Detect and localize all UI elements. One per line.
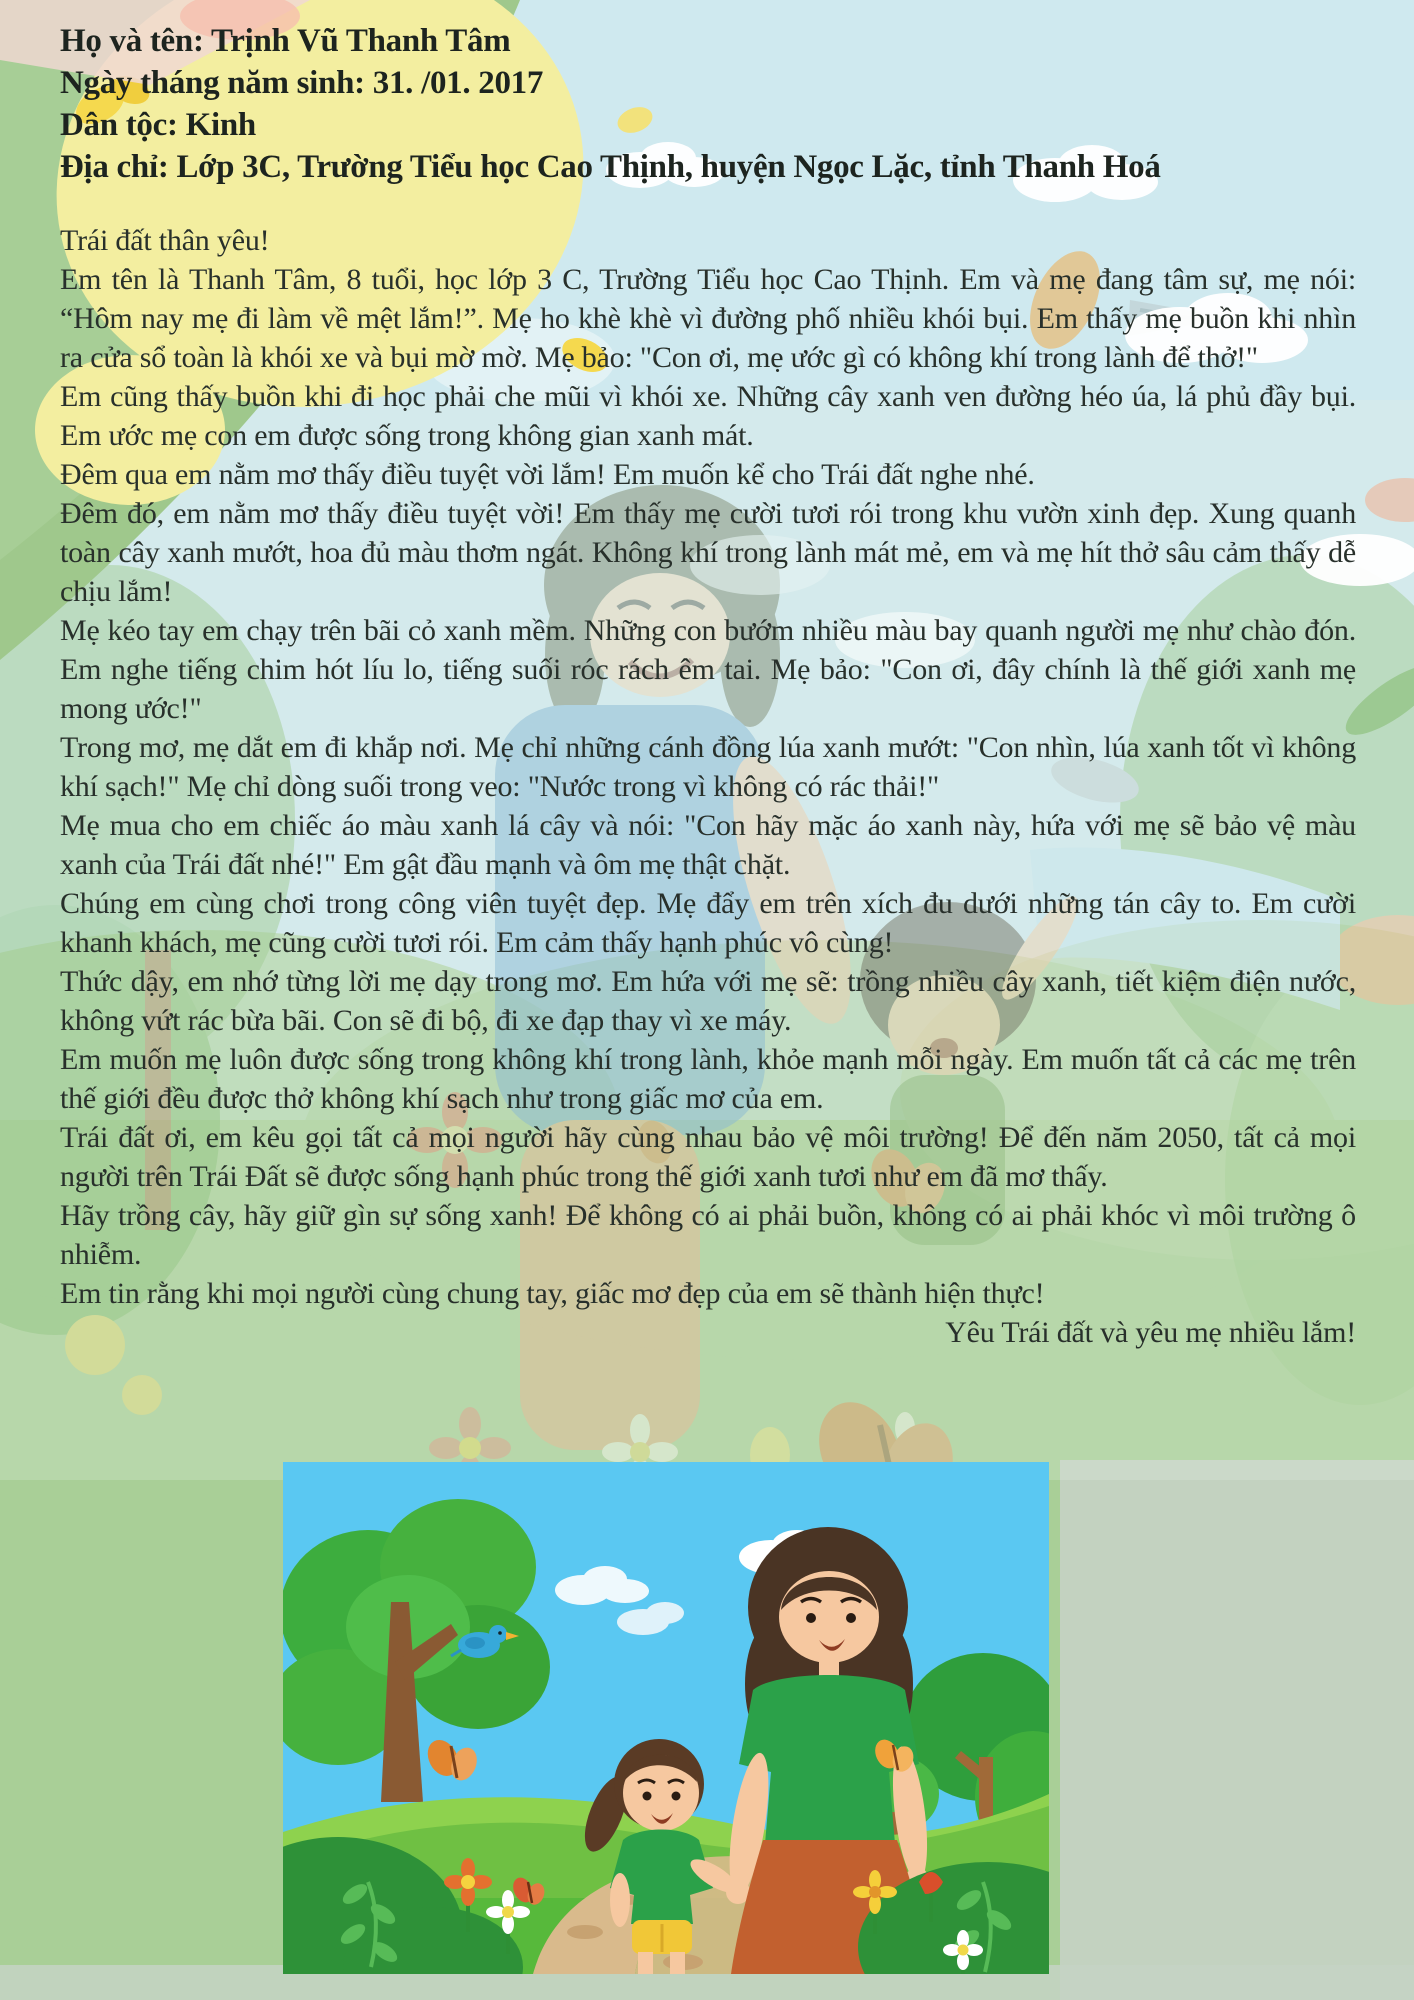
closing-line: Yêu Trái đất và yêu mẹ nhiều lắm! [945, 1316, 1356, 1349]
paragraph: Chúng em cùng chơi trong công viên tuyệt đẹp. Mẹ đẩy em trên xích đu dưới những tán cây to. Em cười khanh khách, mẹ cũng cười tươi rói. Em cảm thấy hạnh phúc vô cùng! [60, 887, 1356, 959]
paragraph: Trái đất ơi, em kêu gọi tất cả mọi người hãy cùng nhau bảo vệ môi trường! Để đến năm 2050, tất cả mọi người trên Trái Đất sẽ được sống hạnh phúc trong thế giới xanh tươi như em đã mơ thấy. [60, 1121, 1356, 1193]
full-name-line: Họ và tên: Trịnh Vũ Thanh Tâm [60, 23, 511, 59]
mother-child-illustration [283, 1462, 1049, 1974]
paragraph: Trong mơ, mẹ dắt em đi khắp nơi. Mẹ chỉ những cánh đồng lúa xanh mướt: "Con nhìn, lúa xanh tốt vì không khí sạch!" Mẹ chỉ dòng suối trong veo: "Nước trong vì không có rác thải!" [60, 731, 1356, 803]
letter-header [60, 20, 1356, 188]
paragraph: Em muốn mẹ luôn được sống trong không khí trong lành, khỏe mạnh mỗi ngày. Em muốn tất cả các mẹ trên thế giới đều được thở không khí sạch như trong giấc mơ của em. [60, 1043, 1356, 1115]
paragraph: Em cũng thấy buồn khi đi học phải che mũi vì khói xe. Những cây xanh ven đường héo úa, lá phủ đầy bụi. Em ước mẹ con em được sống trong không gian xanh mát. [60, 380, 1356, 452]
paragraph: Mẹ mua cho em chiếc áo màu xanh lá cây và nói: "Con hãy mặc áo xanh này, hứa với mẹ sẽ bảo vệ màu xanh của Trái đất nhé!" Em gật đầu mạnh và ôm mẹ thật chặt. [60, 809, 1356, 881]
salutation: Trái đất thân yêu! [60, 224, 270, 257]
paragraph: Đêm qua em nằm mơ thấy điều tuyệt vời lắm! Em muốn kể cho Trái đất nghe nhé. [60, 458, 1035, 491]
paragraph: Đêm đó, em nằm mơ thấy điều tuyệt vời! Em thấy mẹ cười tươi rói trong khu vườn xinh đẹp. Xung quanh toàn cây xanh mướt, hoa đủ màu thơm ngát. Không khí trong lành mát mẻ, em và mẹ hít thở sâu cảm thấy dễ chịu lắm! [60, 497, 1356, 608]
ethnicity-line: Dân tộc: Kinh [60, 107, 256, 143]
paragraph: Em tin rằng khi mọi người cùng chung tay, giấc mơ đẹp của em sẽ thành hiện thực! [60, 1277, 1045, 1310]
paragraph: Em tên là Thanh Tâm, 8 tuổi, học lớp 3 C, Trường Tiểu học Cao Thịnh. Em và mẹ đang tâm sự, mẹ nói: “Hôm nay mẹ đi làm về mệt lắm!”. Mẹ ho khè khè vì đường phố nhiều khói bụi. Em thấy mẹ buồn khi nhìn ra cửa sổ toàn là khói xe và bụi mờ mờ. Mẹ bảo: "Con ơi, mẹ ước gì có không khí trong lành để thở!" [60, 263, 1356, 374]
birth-date-line: Ngày tháng năm sinh: 31. /01. 2017 [60, 65, 544, 101]
paragraph: Hãy trồng cây, hãy giữ gìn sự sống xanh! Để không có ai phải buồn, không có ai phải khóc vì môi trường ô nhiễm. [60, 1199, 1356, 1271]
paragraph: Mẹ kéo tay em chạy trên bãi cỏ xanh mềm. Những con bướm nhiều màu bay quanh người mẹ như chào đón. Em nghe tiếng chim hót líu lo, tiếng suối róc rách êm tai. Mẹ bảo: "Con ơi, đây chính là thế giới xanh mẹ mong ước!" [60, 614, 1356, 725]
paragraph: Thức dậy, em nhớ từng lời mẹ dạy trong mơ. Em hứa với mẹ sẽ: trồng nhiều cây xanh, tiết kiệm điện nước, không vứt rác bừa bãi. Con sẽ đi bộ, đi xe đạp thay vì xe máy. [60, 965, 1356, 1037]
address-line: Địa chỉ: Lớp 3C, Trường Tiểu học Cao Thịnh, huyện Ngọc Lặc, tỉnh Thanh Hoá [60, 149, 1161, 185]
letter-body [60, 221, 1356, 1352]
